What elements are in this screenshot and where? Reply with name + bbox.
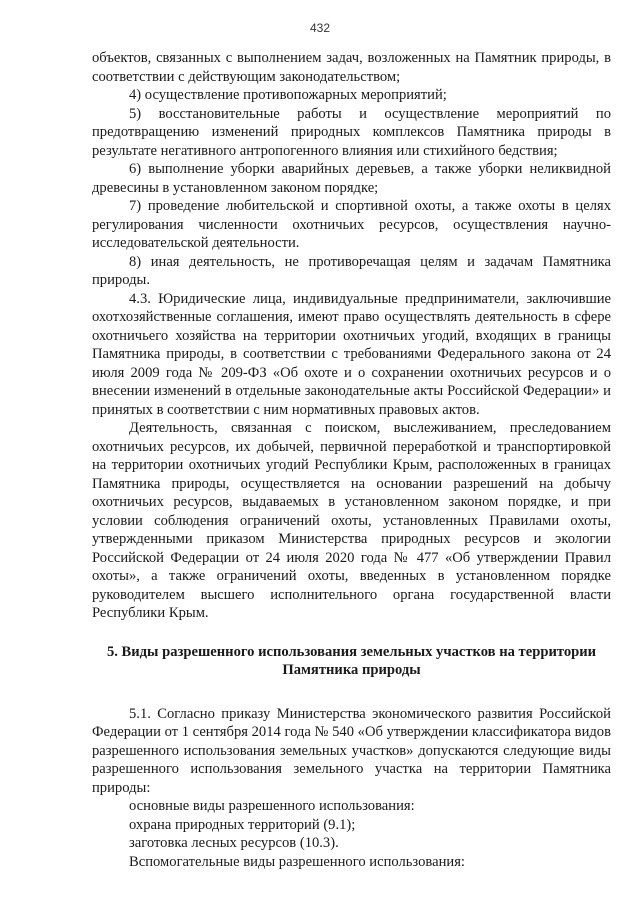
paragraph-item-7: 7) проведение любительской и спортивной охоты, а также охоты в целях регулирования численности охотничьих ресурсов, осуществления научно-исследовательской деятельности. bbox=[92, 198, 611, 251]
document-body bbox=[92, 49, 611, 871]
paragraph-4-3: 4.3. Юридические лица, индивидуальные предприниматели, заключившие охотхозяйственные соглашения, имеют право осуществлять деятельность в сфере охотничьего хозяйства на территории охотничьих угодий, входящих в границы Памятника природы, в соответствии с требованиями Федерального закона от 24 июля 2009 года № 209-ФЗ «Об охоте и о сохранении охотничьих ресурсов и о внесении изменений в отдельные законодательные акты Российской Федерации» и принятых в соответствии с ним нормативных правовых актов. bbox=[92, 290, 611, 418]
main-use-item: охрана природных территорий (9.1); bbox=[129, 816, 356, 833]
paragraph-5-1: 5.1. Согласно приказу Министерства экономического развития Российской Федерации от 1 сентября 2014 года № 540 «Об утверждении классификатора видов разрешенного использования земельных участков» допускаются следующие виды разрешенного использования земельного участка на территории Памятника природы: bbox=[92, 705, 611, 796]
paragraph-hunting-activity: Деятельность, связанная с поиском, выслеживанием, преследованием охотничьих ресурсов, их добычей, первичной переработкой и транспортировкой на территории охотничьих угодий Республики Крым, расположенных в границах Памятника природы, осуществляется на основании разрешений на добычу охотничьих ресурсов, выдаваемых в установленном законом порядке, и при условии соблюдения ограничений охоты, установленных Правилами охоты, утвержденными приказом Министерства природных ресурсов и экологии Российской Федерации от 24 июля 2020 года № 477 «Об утверждении Правил охоты», а также ограничений охоты, введенных в установленном порядке руководителем высшего исполнительного органа государственной власти Республики Крым. bbox=[92, 420, 611, 621]
paragraph-item-6: 6) выполнение уборки аварийных деревьев, а также уборки неликвидной древесины в установленном законом порядке; bbox=[92, 161, 611, 196]
section-heading: 5. Виды разрешенного использования земельных участков на территории Памятника природы bbox=[106, 643, 597, 678]
auxiliary-uses-label: Вспомогательные виды разрешенного использования: bbox=[129, 853, 465, 870]
main-uses-label: основные виды разрешенного использования: bbox=[129, 798, 415, 814]
paragraph-item-5: 5) восстановительные работы и осуществление мероприятий по предотвращению изменений природных комплексов Памятника природы в результате негативного антропогенного влияния или стихийного бедствия; bbox=[92, 105, 611, 159]
page-number: 432 bbox=[309, 21, 331, 35]
paragraph-item-4: 4) осуществление противопожарных мероприятий; bbox=[129, 87, 447, 103]
paragraph-item-8: 8) иная деятельность, не противоречащая целям и задачам Памятника природы. bbox=[92, 253, 611, 288]
main-use-item: заготовка лесных ресурсов (10.3). bbox=[129, 835, 339, 851]
paragraph-continuation: объектов, связанных с выполнением задач, возложенных на Памятник природы, в соответствии с действующим законодательством; bbox=[92, 50, 611, 85]
